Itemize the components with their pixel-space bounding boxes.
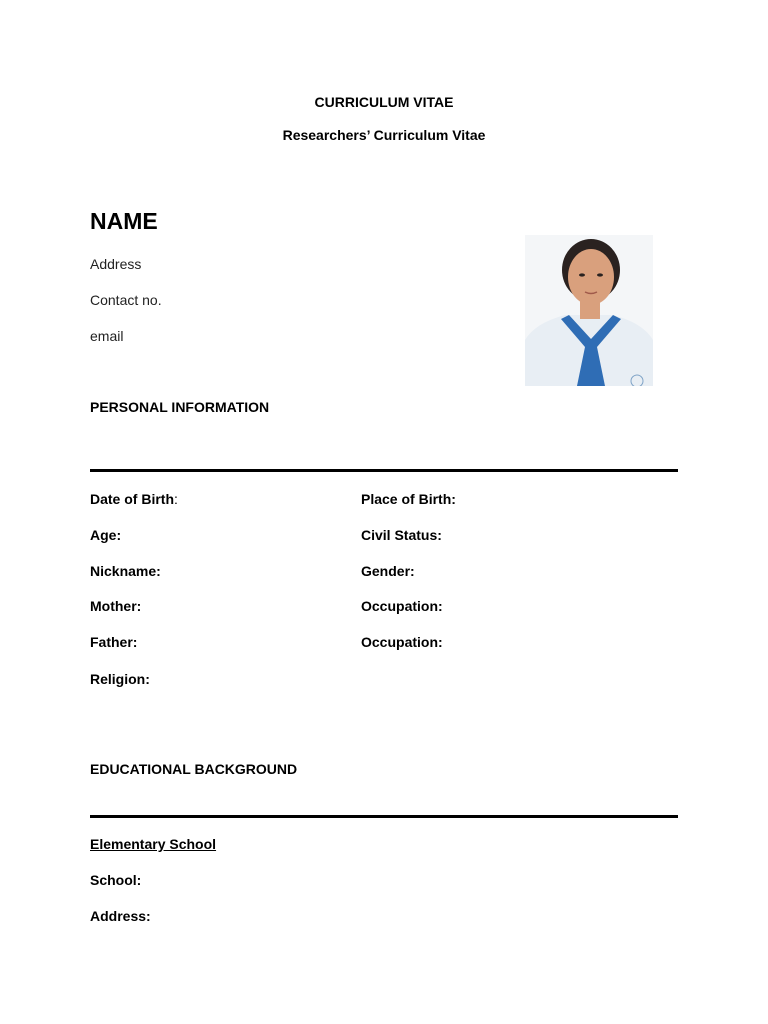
elementary-school-heading: Elementary School bbox=[90, 836, 217, 852]
document-subtitle: Researchers’ Curriculum Vitae bbox=[282, 127, 486, 143]
school-address-label: Address: bbox=[90, 908, 151, 924]
name-heading: NAME bbox=[90, 208, 158, 234]
personal-information-heading: PERSONAL INFORMATION bbox=[90, 399, 270, 415]
age-label: Age: bbox=[90, 527, 122, 543]
email-text: email bbox=[90, 328, 124, 344]
date-of-birth-label: Date of Birth: bbox=[90, 491, 178, 507]
document-title: CURRICULUM VITAE bbox=[314, 94, 454, 110]
mother-label: Mother: bbox=[90, 598, 142, 614]
place-of-birth-label: Place of Birth: bbox=[361, 491, 456, 507]
portrait-illustration bbox=[525, 235, 653, 386]
profile-photo bbox=[525, 235, 653, 386]
gender-label: Gender: bbox=[361, 563, 415, 579]
religion-label: Religion: bbox=[90, 671, 150, 687]
nickname-label: Nickname: bbox=[90, 563, 161, 579]
contact-number-text: Contact no. bbox=[90, 292, 162, 308]
section-divider bbox=[90, 815, 678, 818]
address-text: Address bbox=[90, 256, 142, 272]
civil-status-label: Civil Status: bbox=[361, 527, 442, 543]
father-label: Father: bbox=[90, 634, 138, 650]
educational-background-heading: EDUCATIONAL BACKGROUND bbox=[90, 761, 298, 777]
school-label: School: bbox=[90, 872, 142, 888]
mother-occupation-label: Occupation: bbox=[361, 598, 443, 614]
section-divider bbox=[90, 469, 678, 472]
father-occupation-label: Occupation: bbox=[361, 634, 443, 650]
